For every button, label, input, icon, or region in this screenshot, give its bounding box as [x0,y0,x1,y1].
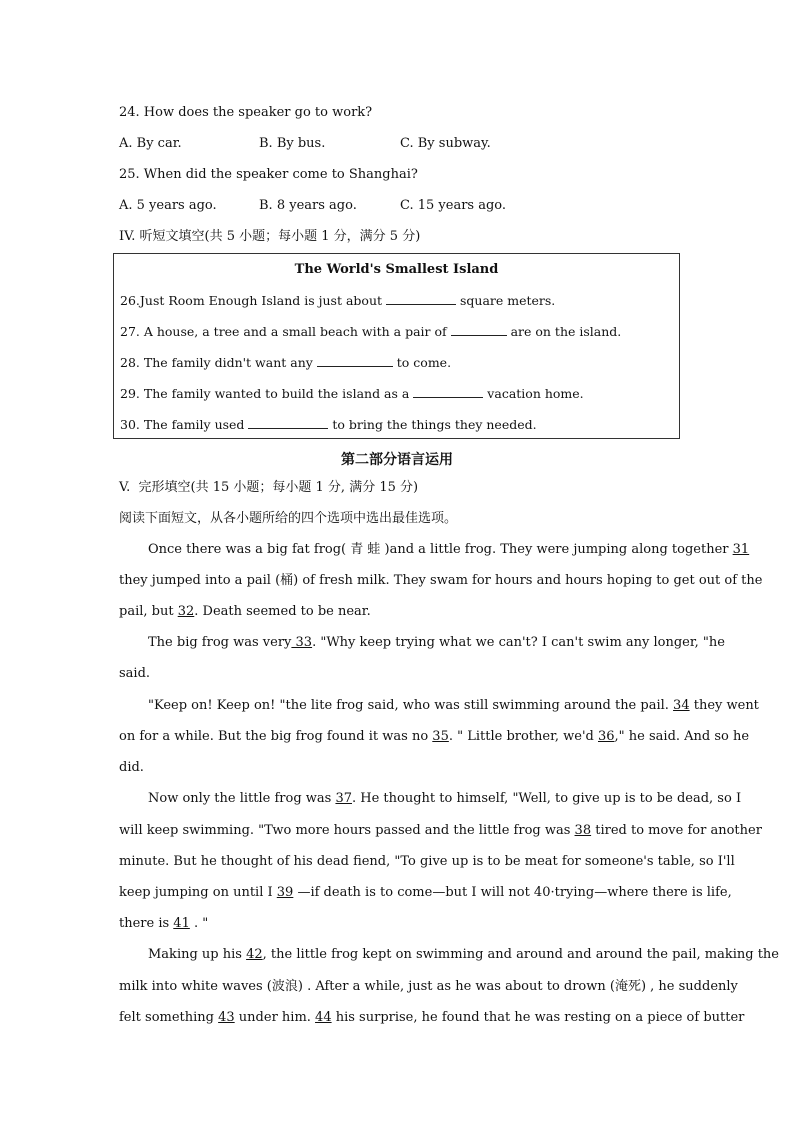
item-text: to bring the things they needed. [328,417,537,432]
passage-line [148,541,750,559]
blank-35: 35 [432,729,449,744]
item-text: 26.Just Room Enough Island is just about [120,293,386,308]
item-text: 28. The family didn't want any [120,355,317,370]
part-2-title: 第二部分语言运用 [341,452,453,468]
item-text: are on the island. [506,324,622,339]
passage-line [119,603,675,621]
q24-option-a: A. By car. [119,136,182,151]
blank-44: 44 [315,1010,332,1025]
passage-text: on for a while. But the big frog found it was no [119,729,433,744]
fill-in-box [113,253,680,439]
passage-text: tired to move for another [591,823,762,838]
answer-blank[interactable] [317,354,393,367]
passage-text: —if death is to come—but I will not 40·trying—where there is life, [293,885,732,900]
passage-text: pail, but [119,604,178,619]
q24-option-c: C. By subway. [400,136,491,151]
passage-line [148,790,742,808]
passage-text: . "Why keep trying what we can't? I can't swim any longer, "he [312,635,725,650]
passage-line [119,884,732,902]
blank-33: 33 [291,635,313,650]
item-28 [120,354,451,370]
passage-text: ," he said. And so he [614,729,750,744]
item-text: vacation home. [483,386,584,401]
answer-blank[interactable] [248,416,328,429]
item-text: to come. [392,355,452,370]
passage-text: Once there was a big fat frog( 青 蛙 )and a little frog. They were jumping along together [148,542,733,557]
passage-text: . He thought to himself, "Well, to give up is to be dead, so I [352,791,742,806]
passage-text: under him. [234,1010,316,1025]
item-text: square meters. [456,293,556,308]
passage-text: Making up his [148,947,247,962]
answer-blank[interactable] [386,292,456,305]
box-title: The World's Smallest Island [294,262,499,277]
passage-text: . " [189,916,209,931]
passage-text: The big frog was very [148,635,292,650]
item-text: 27. A house, a tree and a small beach with a pair of [120,324,451,339]
q25-option-c: C. 15 years ago. [400,198,507,213]
section-5-heading: V. 完形填空(共 15 小题；每小题 1 分, 满分 15 分) [119,480,419,495]
blank-41: 41 [173,916,190,931]
passage-line [119,1009,745,1027]
blank-38: 38 [574,823,592,838]
q25-option-a: A. 5 years ago. [119,198,217,213]
blank-37: 37 [335,791,352,806]
passage-text: . Death seemed to be near. [194,604,371,619]
passage-text: will keep swimming. "Two more hours passed and the little frog was [119,823,575,838]
passage-text: . " Little brother, we'd [448,729,598,744]
passage-line: did. [119,760,144,775]
passage-text: , the little frog kept on swimming and around and around the pail, making the [262,947,779,962]
item-text: 29. The family wanted to build the island as a [120,386,414,401]
blank-42: 42 [246,947,263,962]
item-text: 30. The family used [120,417,249,432]
passage-line: minute. But he thought of his dead fiend, "To give up is to be meat for someone's table, so I'll [119,854,735,869]
question-25: 25. When did the speaker come to Shanghai? [119,167,418,182]
passage-text: they went [689,698,759,713]
passage-line [119,728,750,746]
passage-text: keep jumping on until I [119,885,277,900]
passage-line [119,822,762,840]
item-29 [120,385,584,401]
blank-39: 39 [276,885,294,900]
passage-text: Now only the little frog was [148,791,336,806]
passage-line: said. [119,666,151,681]
blank-32: 32 [177,604,195,619]
blank-36: 36 [598,729,615,744]
blank-34: 34 [673,698,690,713]
passage-line [148,697,759,715]
passage-line [148,946,779,964]
passage-line [148,634,725,652]
passage-line: milk into white waves (波浪) . After a while, just as he was about to drown (淹死) , he suddenly [119,979,738,994]
section-5-instruction: 阅读下面短文，从各小题所给的四个选项中选出最佳选项。 [119,511,458,526]
q25-option-b: B. 8 years ago. [259,198,357,213]
answer-blank[interactable] [451,323,507,336]
question-24: 24. How does the speaker go to work? [119,105,373,120]
blank-31: 31 [732,542,750,557]
passage-text: there is [119,916,174,931]
item-30 [120,416,537,432]
passage-text: his surprise, he found that he was resting on a piece of butter [331,1010,745,1025]
answer-blank[interactable] [413,385,483,398]
section-4-heading: IV. 听短文填空(共 5 小题；每小题 1 分，满分 5 分) [119,229,421,244]
item-26 [120,292,555,308]
passage-line: they jumped into a pail (桶) of fresh milk. They swam for hours and hours hoping to get out of the [119,573,763,588]
item-27 [120,323,621,339]
passage-text: felt something [119,1010,219,1025]
q24-option-b: B. By bus. [259,136,326,151]
passage-text: "Keep on! Keep on! "the lite frog said, who was still swimming around the pail. [148,698,674,713]
blank-43: 43 [218,1010,235,1025]
passage-line [119,915,675,933]
